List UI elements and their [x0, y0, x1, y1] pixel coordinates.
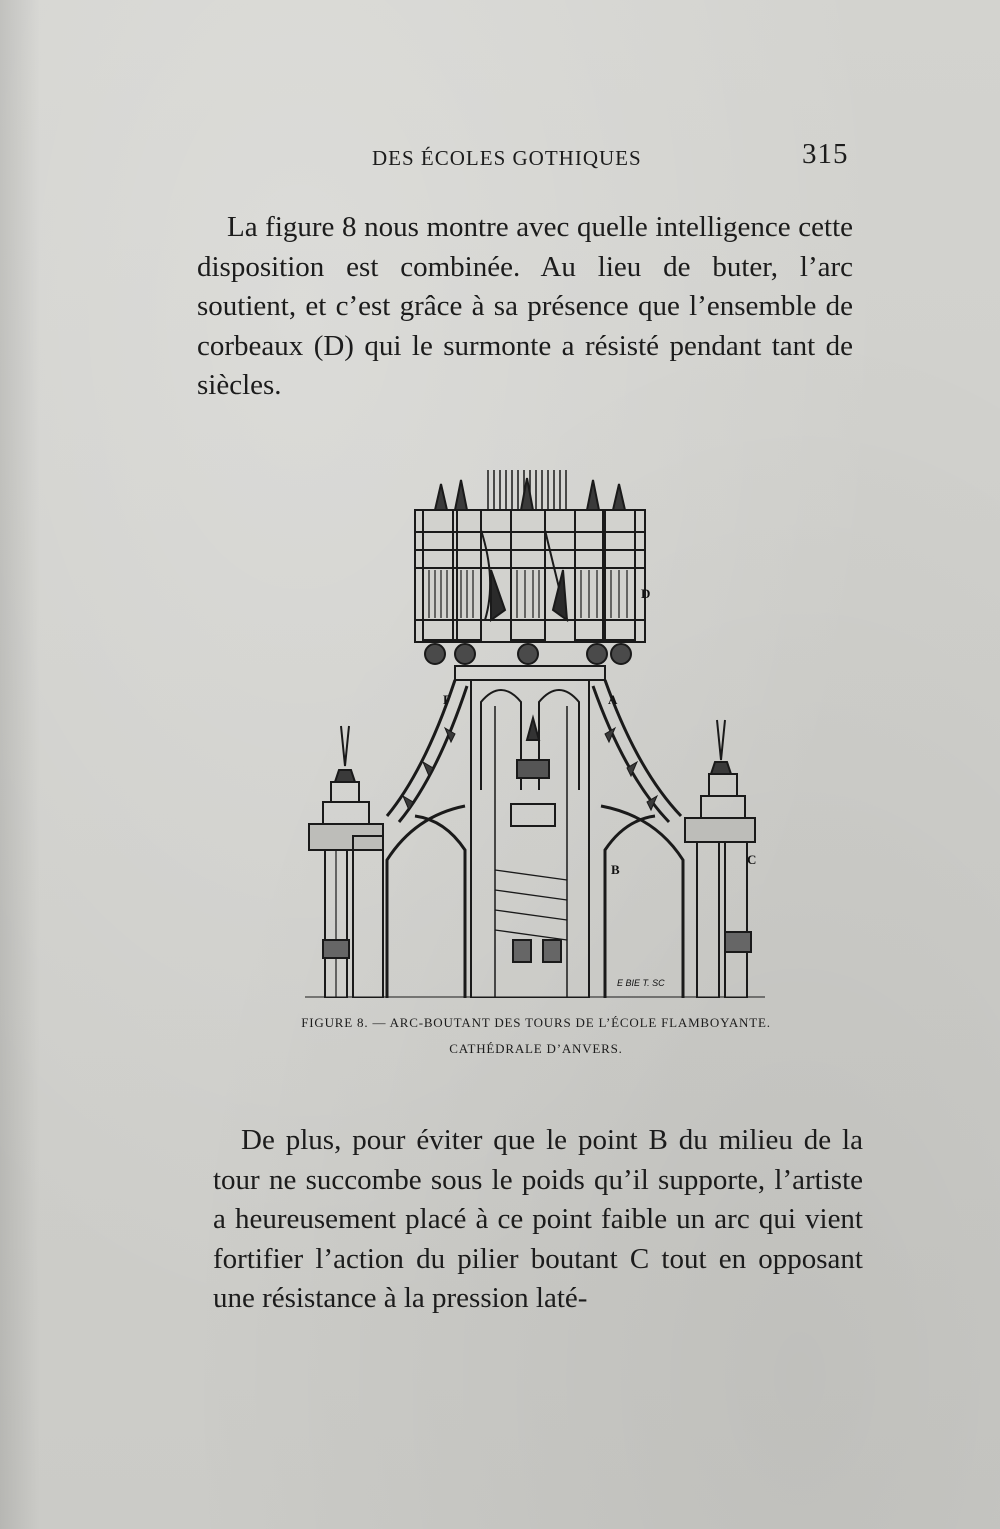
left-pier	[309, 726, 383, 998]
binding-shadow	[0, 0, 40, 1529]
right-pier	[685, 720, 755, 998]
label-f: F	[443, 692, 451, 707]
label-d: D	[641, 586, 651, 601]
paragraph-1: La figure 8 nous montre avec quelle intelligence cette disposition est combinée. Au lieu de buter, l’arc soutient, et c’est grâce à sa présence que l’ensemble de corbeaux (D) qui le surmonte a résisté pendant tant de siècles.	[197, 211, 853, 401]
figure-8-engraving	[305, 470, 765, 998]
running-title: DES ÉCOLES GOTHIQUES	[372, 146, 642, 170]
engraver-signature: E BIE T. SC	[617, 978, 665, 988]
central-tower	[455, 666, 605, 998]
label-a: A	[608, 692, 618, 707]
caption-line-1: FIGURE 8. — ARC-BOUTANT DES TOURS DE L’ÉCOLE FLAMBOYANTE.	[301, 1015, 771, 1030]
label-c: C	[747, 852, 757, 867]
caption-line-2: CATHÉDRALE D’ANVERS.	[449, 1041, 623, 1056]
paragraph-2: De plus, pour éviter que le point B du milieu de la tour ne succombe sous le poids qu’il supporte, l’artiste a heureusement placé à ce point faible un arc qui vient fortifier l’action du pilier boutant C tout en opposant une résistance à la pression laté-	[213, 1124, 863, 1314]
figure-caption	[250, 1010, 822, 1062]
page-number: 315	[802, 138, 849, 170]
buttress-illustration	[305, 470, 765, 998]
corbel-cluster-d	[415, 478, 645, 664]
label-b: B	[611, 862, 620, 877]
